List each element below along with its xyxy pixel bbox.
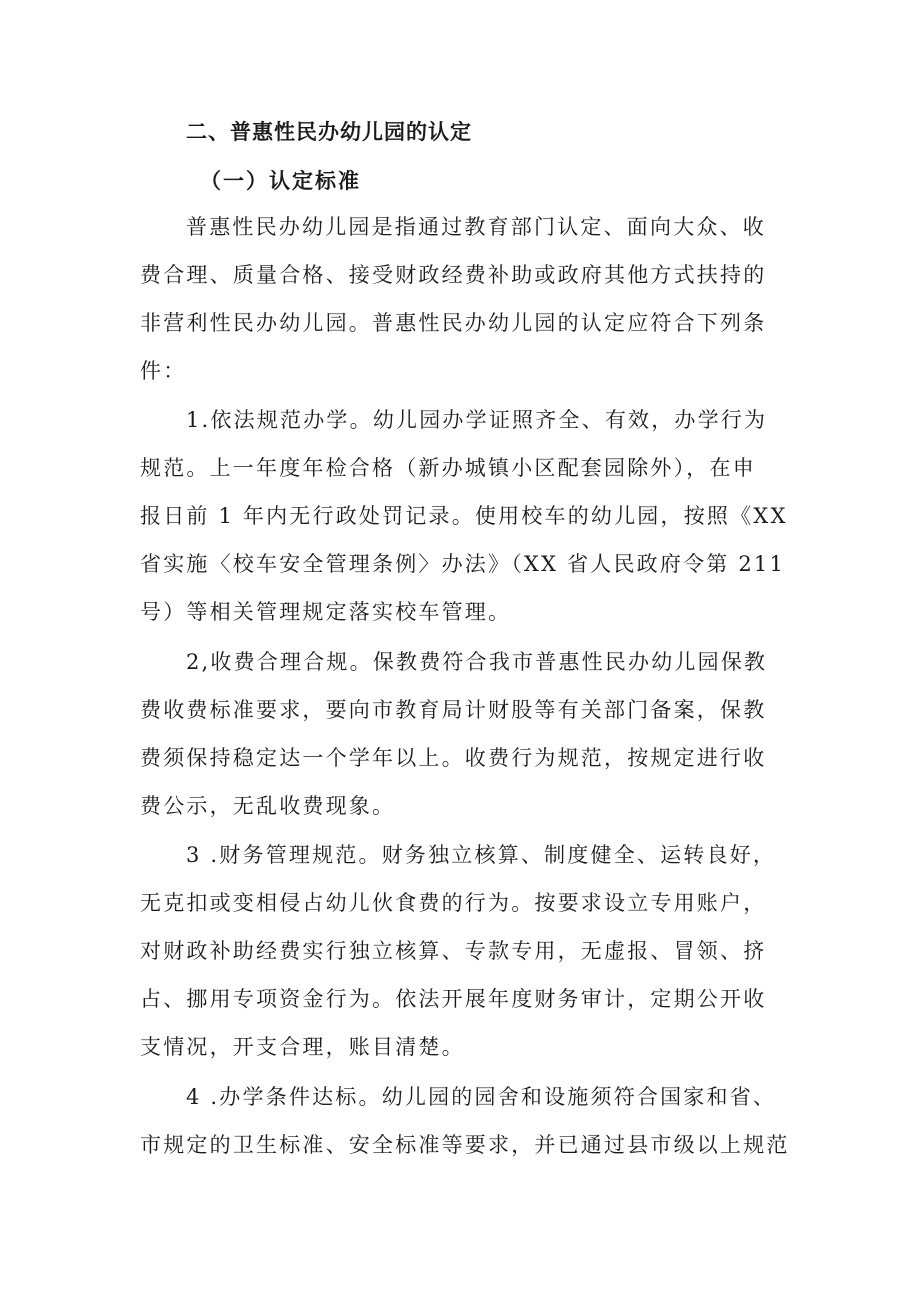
paragraph-item-1 — [140, 397, 788, 636]
section-heading: 二、普惠性民办幼儿园的认定 — [186, 119, 472, 144]
paragraph-line: 非营利性民办幼儿园。普惠性民办幼儿园的认定应符合下列条 — [140, 310, 767, 335]
paragraph-line: 4 .办学条件达标。幼儿园的园舍和设施须符合国家和省、 — [186, 1085, 777, 1109]
paragraph-line: 报日前 1 年内无行政处罚记录。使用校车的幼儿园，按照《XX — [140, 503, 788, 528]
paragraph-line: 省实施〈校车安全管理条例〉办法》（XX 省人民政府令第 211 — [140, 551, 786, 576]
paragraph-line: 对财政补助经费实行独立核算、专款专用，无虚报、冒领、挤 — [140, 938, 767, 963]
paragraph-line: 费须保持稳定达一个学年以上。收费行为规范，按规定进行收 — [140, 745, 767, 770]
paragraph-line: 费公示，无乱收费现象。 — [140, 793, 396, 818]
paragraph-line: 无克扣或变相侵占幼儿伙食费的行为。按要求设立专用账户， — [140, 890, 767, 915]
paragraph-line: 1.依法规范办学。幼儿园办学证照齐全、有效，办学行为 — [186, 408, 768, 432]
paragraph-line: 3 .财务管理规范。财务独立核算、制度健全、运转良好， — [186, 843, 777, 867]
paragraph-item-3 — [140, 832, 780, 1071]
paragraph-line: 号）等相关管理规定落实校车管理。 — [140, 599, 512, 624]
paragraph-line: 市规定的卫生标准、安全标准等要求，并已通过县市级以上规范 — [140, 1132, 790, 1157]
paragraph-item-4 — [140, 1074, 790, 1170]
paragraph-line: 件： — [140, 358, 187, 383]
paragraph-line: 支情况，开支合理，账目清楚。 — [140, 1034, 465, 1059]
paragraph-line: 费收费标准要求，要向市教育局计财股等有关部门备案，保教 — [140, 697, 767, 722]
paragraph-item-2 — [140, 639, 780, 831]
paragraph-line: 费合理、质量合格、接受财政经费补助或政府其他方式扶持的 — [140, 262, 767, 287]
paragraph-line: 占、挪用专项资金行为。依法开展年度财务审计，定期公开收 — [140, 986, 767, 1011]
paragraph-line: 2,收费合理合规。保教费符合我市普惠性民办幼儿园保教 — [186, 650, 768, 674]
subsection-heading: （一）认定标准 — [200, 168, 361, 193]
paragraph-line: 普惠性民办幼儿园是指通过教育部门认定、面向大众、收 — [186, 215, 766, 239]
paragraph-definition — [140, 204, 780, 396]
paragraph-line: 规范。上一年度年检合格（新办城镇小区配套园除外），在申 — [140, 455, 756, 480]
